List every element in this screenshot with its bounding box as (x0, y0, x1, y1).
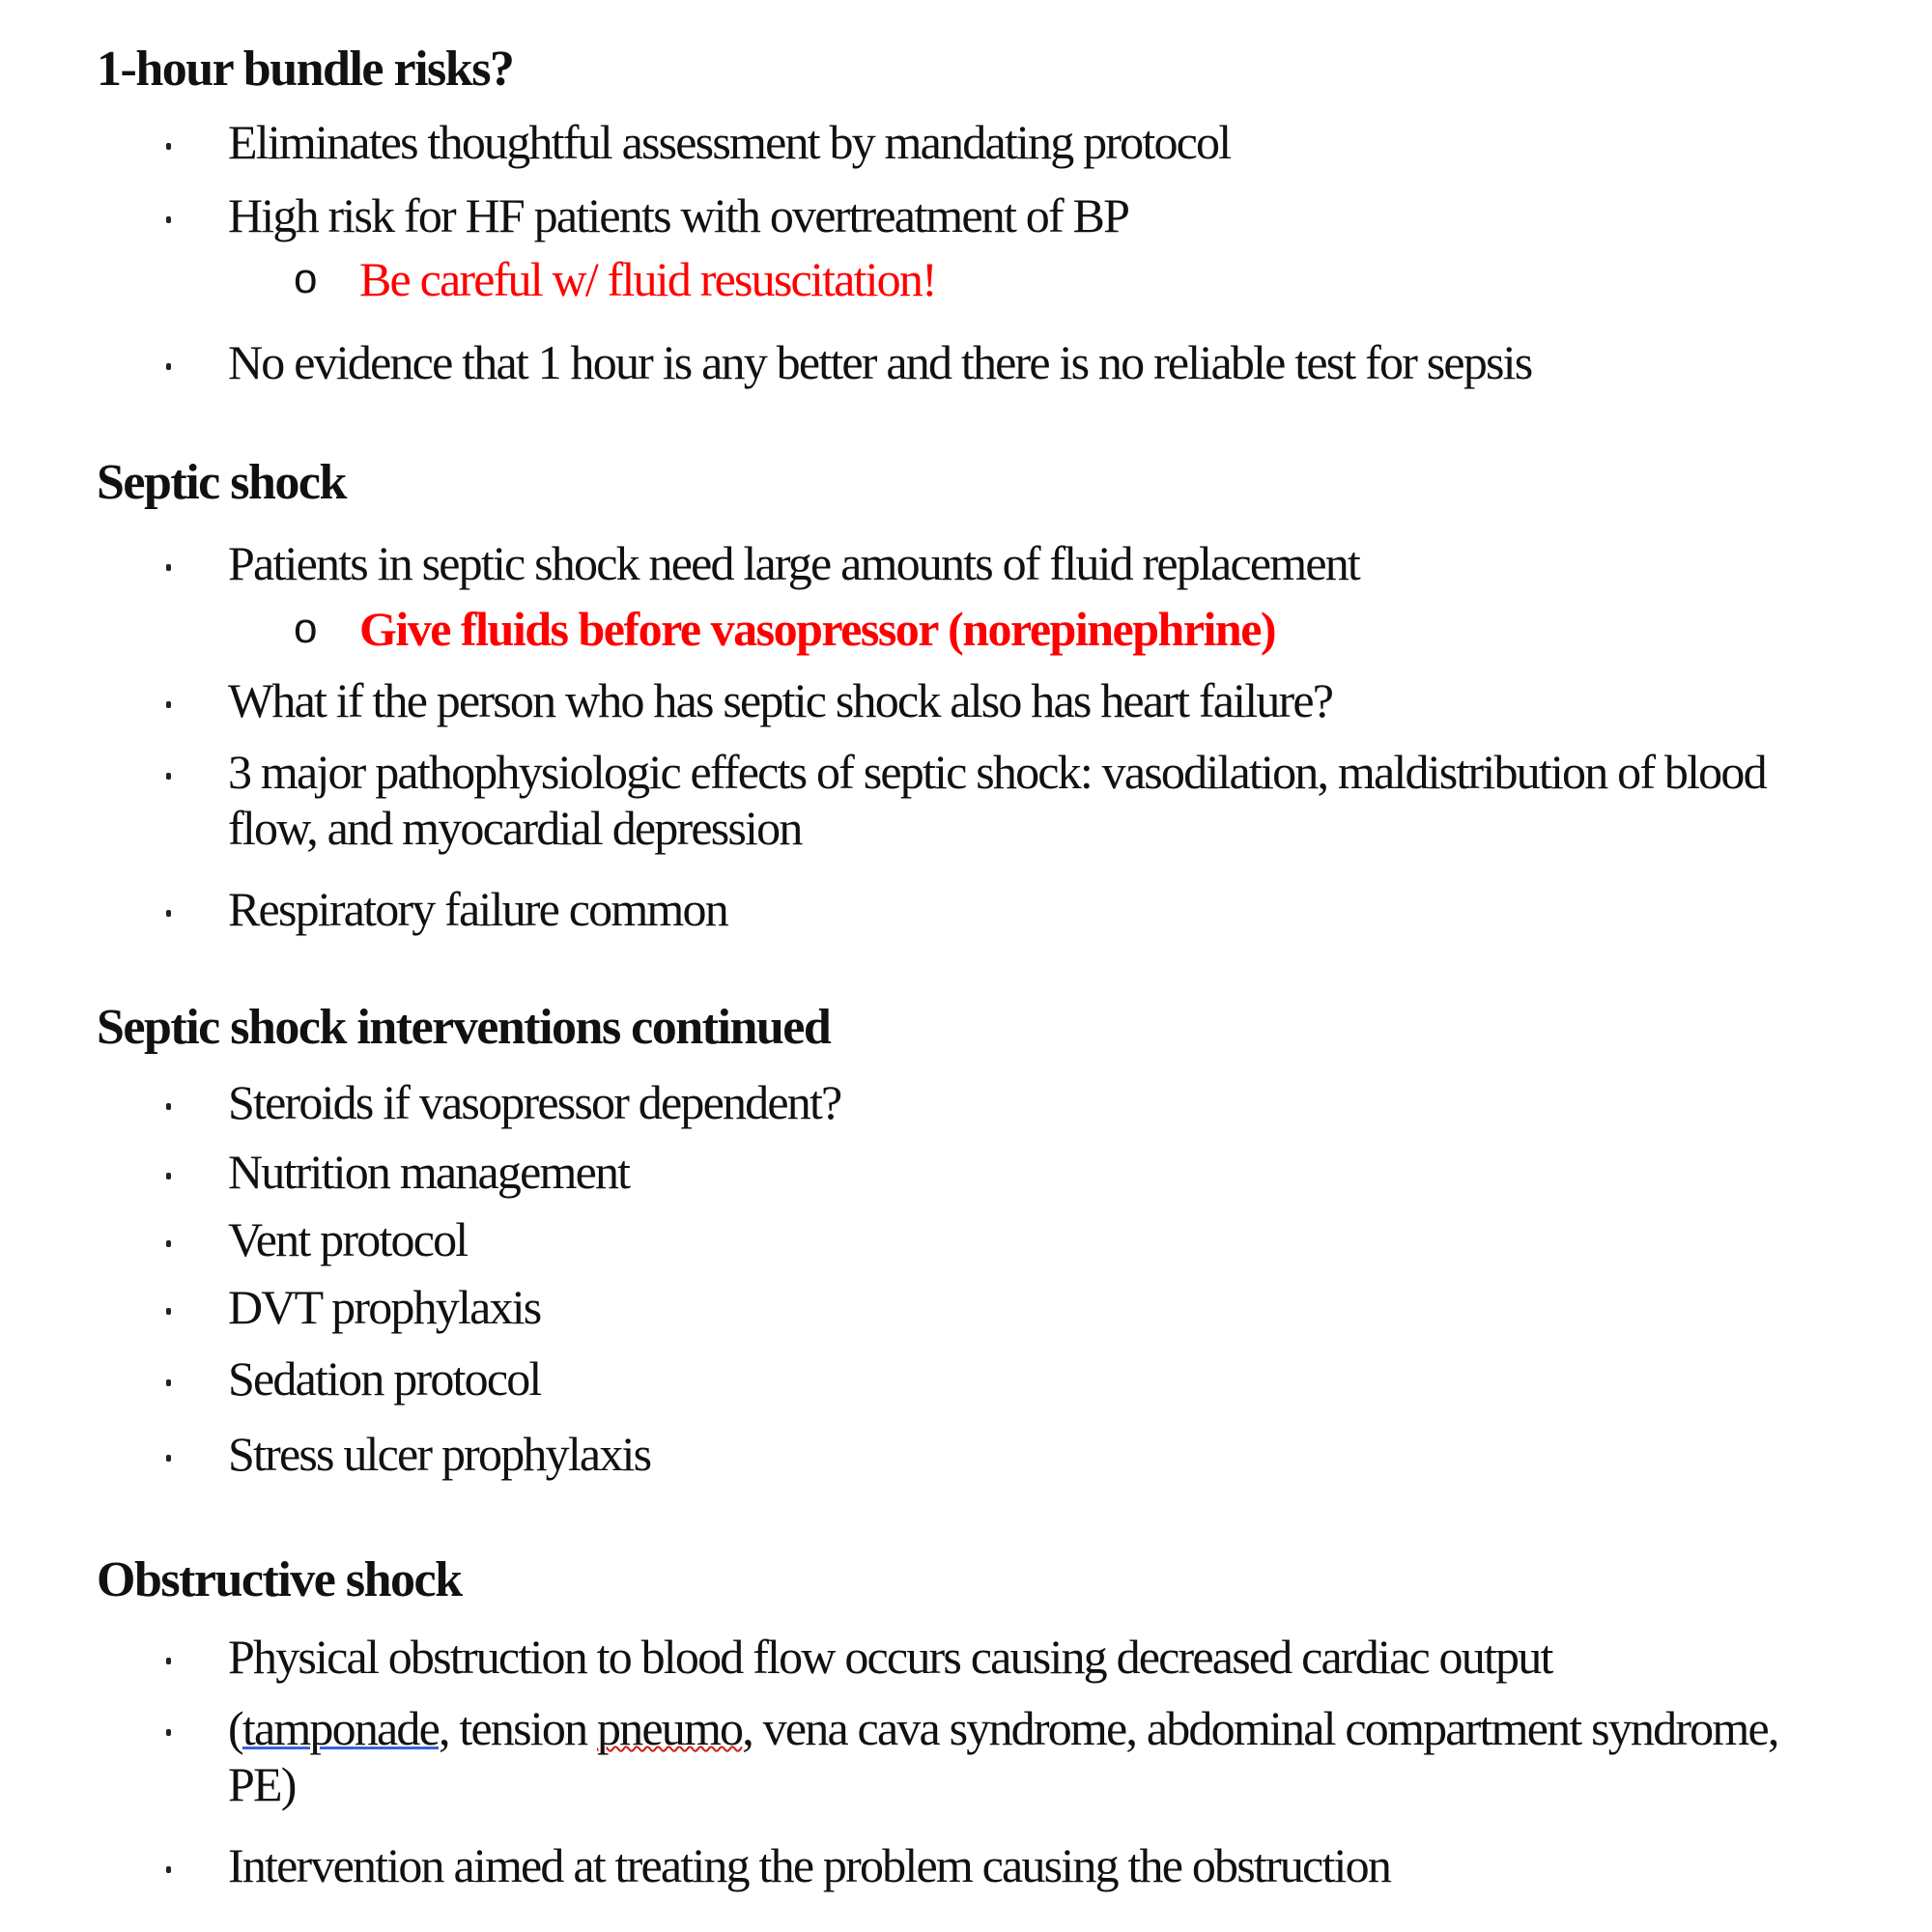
sub-list-item-text: Give fluids before vasopressor (norepinephrine) (359, 602, 1276, 656)
section-heading-obstructive-shock: Obstructive shock (97, 1552, 462, 1607)
tamponade-link[interactable]: tamponade (242, 1701, 440, 1755)
sub-list-item-text: Be careful w/ fluid resuscitation! (359, 252, 936, 306)
list-item-text: Eliminates thoughtful assessment by mandating protocol (228, 115, 1231, 169)
list-item-text: DVT prophylaxis (228, 1280, 541, 1334)
bullet-icon (164, 881, 174, 939)
list-item-text: No evidence that 1 hour is any better and there is no reliable test for sepsis (228, 335, 1532, 389)
section-heading-septic-shock: Septic shock (97, 455, 346, 510)
bullet-icon (164, 334, 174, 392)
bullet-icon (164, 1279, 174, 1337)
list-item-text: Physical obstruction to blood flow occurs causing decreased cardiac output (228, 1630, 1552, 1684)
list-item-text: High risk for HF patients with overtreatment of BP (228, 188, 1129, 242)
section-heading-bundle-risks: 1-hour bundle risks? (97, 42, 514, 97)
bullet-icon (164, 1350, 174, 1408)
list-item-text: Stress ulcer prophylaxis (228, 1427, 651, 1481)
list-item-text (228, 1700, 1793, 1812)
sub-bullet-icon: o (294, 605, 318, 652)
list-item-text: Nutrition management (228, 1145, 630, 1199)
bullet-icon (164, 187, 174, 245)
list-item-text: Intervention aimed at treating the problem causing the obstruction (228, 1838, 1391, 1892)
bullet-icon (164, 535, 174, 593)
section-heading-interventions: Septic shock interventions continued (97, 1000, 831, 1055)
bullet-icon (164, 1700, 174, 1758)
bullet-icon (164, 1837, 174, 1895)
list-item-text: What if the person who has septic shock also has heart failure? (228, 673, 1333, 727)
list-item-text: Respiratory failure common (228, 882, 727, 936)
bullet-icon (164, 1211, 174, 1269)
list-item-text: Patients in septic shock need large amounts of fluid replacement (228, 536, 1360, 590)
bullet-icon (164, 672, 174, 730)
list-item-text: 3 major pathophysiologic effects of septic shock: vasodilation, maldistribution of blood flow, and myocardial depression (228, 745, 1766, 855)
list-item-text: Vent protocol (228, 1212, 468, 1266)
list-item-text-segment: , vena cava syndrome, abdominal compartment syndrome, PE) (228, 1701, 1778, 1811)
bullet-icon (164, 744, 174, 802)
sub-bullet-icon: o (294, 255, 318, 302)
bullet-icon (164, 1074, 174, 1132)
bullet-icon (164, 1629, 174, 1687)
bullet-icon (164, 1426, 174, 1484)
bullet-icon (164, 114, 174, 172)
list-item-text: Steroids if vasopressor dependent? (228, 1075, 841, 1129)
bullet-icon (164, 1144, 174, 1202)
list-item-text-segment: , tension (439, 1701, 597, 1755)
list-item-text: Sedation protocol (228, 1351, 541, 1406)
misspelled-word[interactable]: pneumo (596, 1701, 743, 1755)
open-paren-text: ( (228, 1701, 242, 1755)
